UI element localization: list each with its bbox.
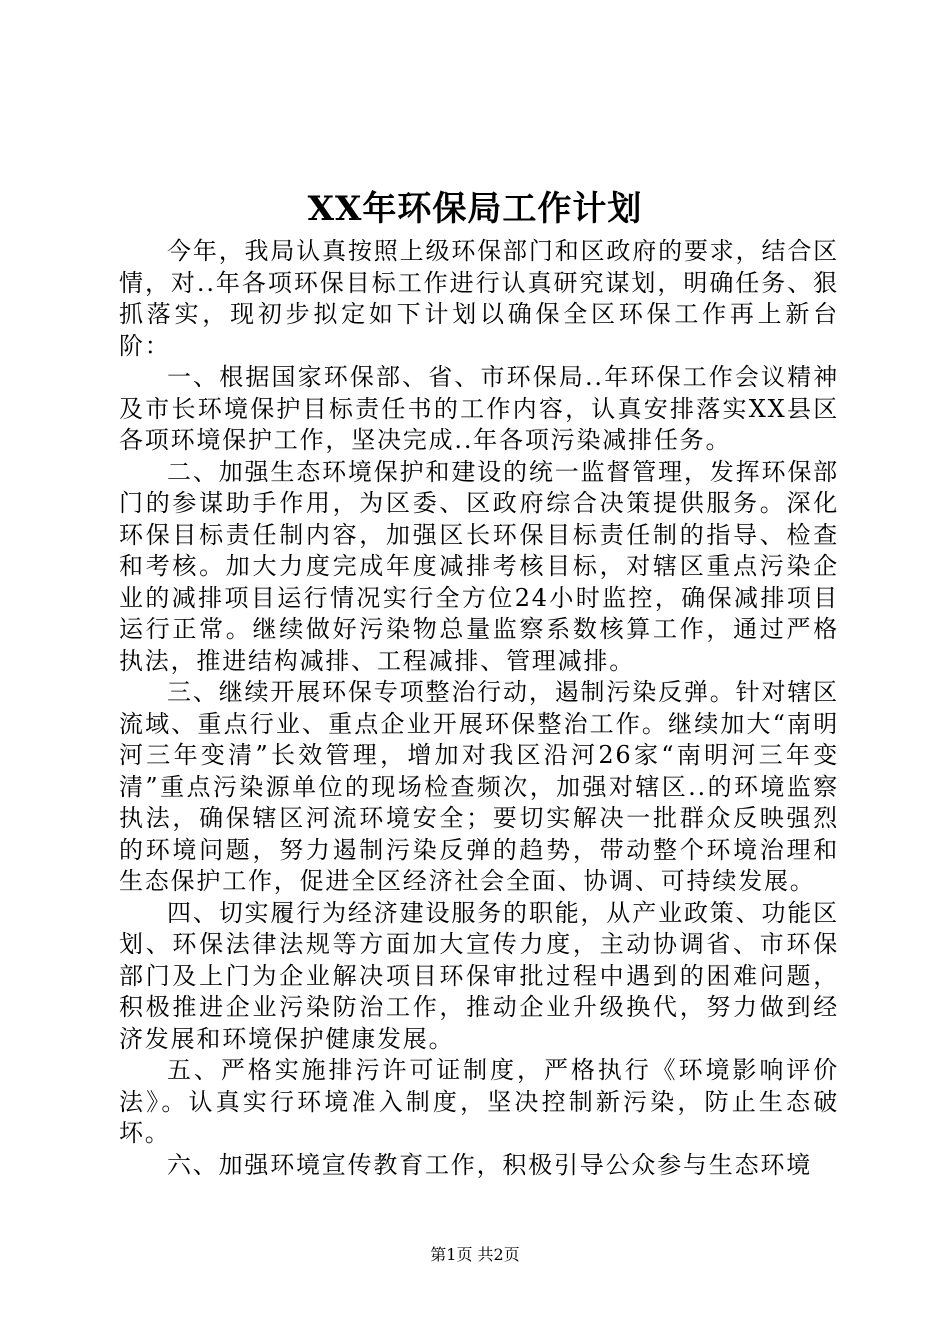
document-title: XX年环保局工作计划 <box>307 189 643 229</box>
page-number-footer: 第1页 共2页 <box>430 1245 520 1264</box>
paragraph-item-5: 五、严格实施排污许可证制度，严格执行《环境影响评价法》。认真实行环境准入制度，坚决控制新污染，防止生态破坏。 <box>119 1056 839 1147</box>
paragraph-item-2: 二、加强生态环境保护和建设的统一监督管理，发挥环保部门的参谋助手作用，为区委、区政府综合决策提供服务。深化环保目标责任制内容，加强区长环保目标责任制的指导、检查和考核。加大力度完成年度减排考核目标，对辖区重点污染企业的减排项目运行情况实行全方位24小时监控，确保减排项目运行正常。继续做好污染物总量监察系数核算工作，通过严格执法，推进结构减排、工程减排、管理减排。 <box>119 457 839 675</box>
paragraph-intro: 今年，我局认真按照上级环保部门和区政府的要求，结合区情，对..年各项环保目标工作进行认真研究谋划，明确任务、狠抓落实，现初步拟定如下计划以确保全区环保工作再上新台阶： <box>119 237 839 360</box>
paragraph-item-6: 六、加强环境宣传教育工作，积极引导公众参与生态环境 <box>167 1150 812 1179</box>
paragraph-item-4: 四、切实履行为经济建设服务的职能，从产业政策、功能区划、环保法律法规等方面加大宣传力度，主动协调省、市环保部门及上门为企业解决项目环保审批过程中遇到的困难问题，积极推进企业污染防治工作，推动企业升级换代，努力做到经济发展和环境保护健康发展。 <box>119 898 839 1053</box>
paragraph-item-1: 一、根据国家环保部、省、市环保局..年环保工作会议精神及市长环境保护目标责任书的工作内容，认真安排落实XX县区各项环境保护工作，坚决完成..年各项污染减排任务。 <box>119 363 839 454</box>
document-body <box>119 236 839 1181</box>
paragraph-item-3: 三、继续开展环保专项整治行动，遏制污染反弹。针对辖区流域、重点行业、重点企业开展环保整治工作。继续加大“南明河三年变清”长效管理，增加对我区沿河26家“南明河三年变清”重点污染源单位的现场检查频次，加强对辖区..的环境监察执法，确保辖区河流环境安全；要切实解决一批群众反映强烈的环境问题，努力遏制污染反弹的趋势，带动整个环境治理和生态保护工作，促进全区经济社会全面、协调、可持续发展。 <box>119 678 839 895</box>
